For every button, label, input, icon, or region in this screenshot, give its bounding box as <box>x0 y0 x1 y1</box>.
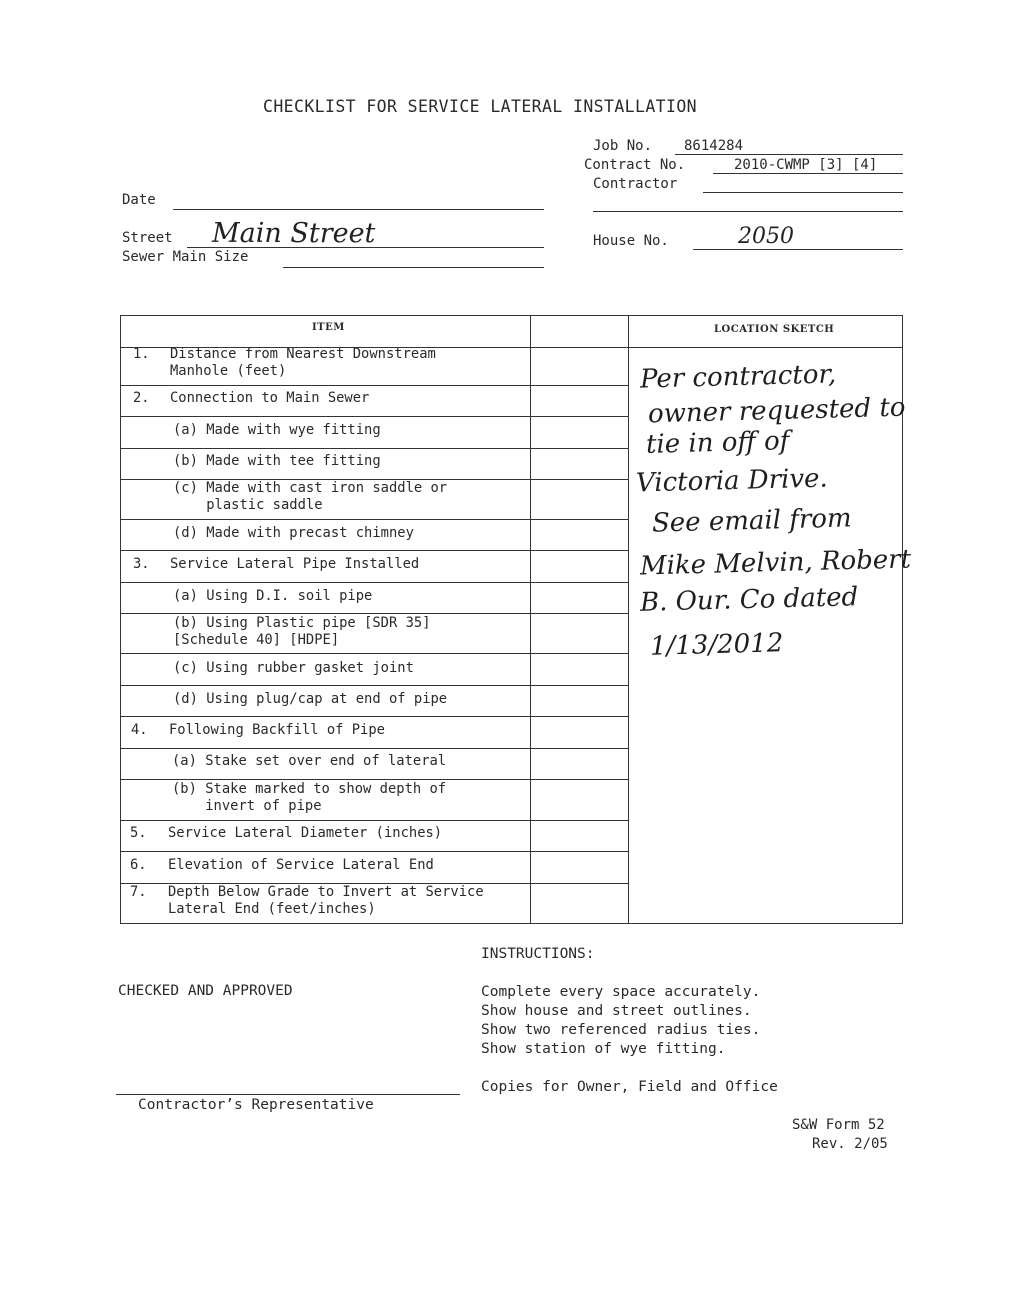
house-number-label: House No. <box>593 233 669 249</box>
date-label: Date <box>122 192 156 208</box>
row-item: Service Lateral Pipe Installed <box>170 556 420 572</box>
row-item-line2: [Schedule 40] [HDPE] <box>173 632 340 648</box>
row-item: Depth Below Grade to Invert at Service <box>168 884 484 900</box>
row-item-line2: Lateral End (feet/inches) <box>168 901 376 917</box>
instruction-line: Show two referenced radius ties. <box>481 1022 761 1038</box>
row-item: (c) Using rubber gasket joint <box>173 660 414 676</box>
row-line <box>120 716 628 717</box>
row-item: (d) Using plug/cap at end of pipe <box>173 691 448 707</box>
contract-number-label: Contract No. <box>584 157 686 173</box>
row-line <box>120 448 628 449</box>
table-border-bottom <box>120 923 903 924</box>
checked-approved-label: CHECKED AND APPROVED <box>118 983 293 999</box>
row-number: 2. <box>133 390 150 406</box>
sketch-note-line: Mike Melvin, Robert <box>639 544 912 582</box>
sketch-note-line: owner requested to <box>647 392 906 430</box>
row-item: (b) Made with tee fitting <box>173 453 381 469</box>
row-line <box>120 748 628 749</box>
table-border-top <box>120 315 903 316</box>
row-line <box>120 385 628 386</box>
row-line <box>120 653 628 654</box>
revision: Rev. 2/05 <box>812 1136 888 1152</box>
row-number: 1. <box>133 346 150 362</box>
contractor-label: Contractor <box>593 176 678 192</box>
form-number: S&W Form 52 <box>792 1117 885 1133</box>
sewer-main-size-line <box>283 267 544 268</box>
row-line <box>120 416 628 417</box>
date-line <box>173 209 544 210</box>
table-border-left <box>120 315 121 924</box>
row-number: 3. <box>133 556 150 572</box>
table-divider-sketch <box>628 315 629 924</box>
job-number-line <box>675 154 903 155</box>
row-number: 7. <box>130 884 147 900</box>
row-item: (b) Using Plastic pipe [SDR 35] <box>173 615 431 631</box>
job-number-label: Job No. <box>593 138 653 154</box>
street-line <box>187 247 544 248</box>
location-sketch-header: LOCATION SKETCH <box>714 324 835 335</box>
sketch-note-line: 1/13/2012 <box>649 628 784 662</box>
table-divider-check <box>530 315 531 924</box>
row-line <box>120 779 628 780</box>
row-item: Connection to Main Sewer <box>170 390 370 406</box>
row-item: Following Backfill of Pipe <box>169 722 385 738</box>
row-line <box>120 613 628 614</box>
row-item: (a) Using D.I. soil pipe <box>173 588 373 604</box>
row-line <box>120 519 628 520</box>
instruction-line: Show house and street outlines. <box>481 1003 752 1019</box>
sketch-note-line: B. Our. Co dated <box>639 582 859 618</box>
contractor-line-2 <box>593 211 903 212</box>
house-number-value: 2050 <box>738 224 794 249</box>
row-item: (a) Stake set over end of lateral <box>172 753 447 769</box>
row-line <box>120 820 628 821</box>
copies-note: Copies for Owner, Field and Office <box>481 1079 778 1095</box>
job-number-value: 8614284 <box>684 138 744 154</box>
instruction-line: Show station of wye fitting. <box>481 1041 726 1057</box>
sketch-note-line: Per contractor, <box>639 359 837 395</box>
row-line <box>120 550 628 551</box>
item-header: ITEM <box>312 322 345 333</box>
row-item-line2: plastic saddle <box>173 497 323 513</box>
form-title: CHECKLIST FOR SERVICE LATERAL INSTALLATION <box>263 97 698 116</box>
row-item: Elevation of Service Lateral End <box>168 857 434 873</box>
street-value: Main Street <box>212 218 376 249</box>
contract-number-value: 2010-CWMP [3] [4] <box>734 157 878 173</box>
row-item: Distance from Nearest Downstream <box>170 346 436 362</box>
sketch-note-line: See email from <box>651 503 853 539</box>
row-item: (d) Made with precast chimney <box>173 525 414 541</box>
instructions-title: INSTRUCTIONS: <box>481 946 595 962</box>
instruction-line: Complete every space accurately. <box>481 984 761 1000</box>
row-line <box>120 851 628 852</box>
row-item: (b) Stake marked to show depth of <box>172 781 447 797</box>
house-number-line <box>693 249 903 250</box>
street-label: Street <box>122 230 173 246</box>
signature-line <box>116 1094 460 1095</box>
row-line <box>120 685 628 686</box>
sewer-main-size-label: Sewer Main Size <box>122 249 249 265</box>
row-item: Service Lateral Diameter (inches) <box>168 825 443 841</box>
row-item: (c) Made with cast iron saddle or <box>173 480 448 496</box>
sketch-note-line: Victoria Drive. <box>635 463 829 499</box>
row-number: 6. <box>130 857 147 873</box>
row-line <box>120 582 628 583</box>
row-item-line2: Manhole (feet) <box>170 363 287 379</box>
row-item: (a) Made with wye fitting <box>173 422 381 438</box>
contractor-representative-label: Contractor’s Representative <box>138 1097 374 1113</box>
contract-number-line <box>713 173 903 174</box>
row-item-line2: invert of pipe <box>172 798 322 814</box>
contractor-line <box>703 192 903 193</box>
row-number: 4. <box>131 722 148 738</box>
row-number: 5. <box>130 825 147 841</box>
sketch-note-line: tie in off of <box>645 426 790 460</box>
